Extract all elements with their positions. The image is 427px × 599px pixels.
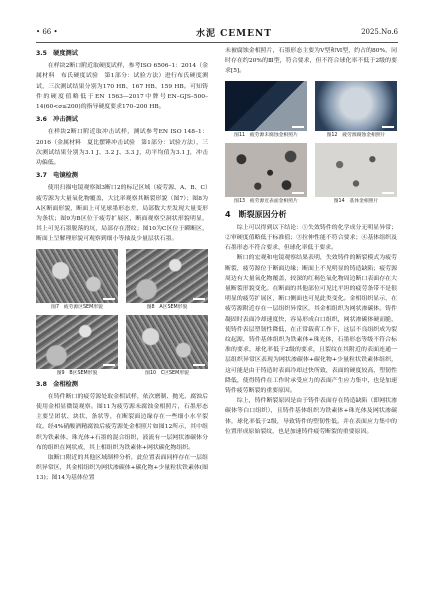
- figure-row-13-14: [225, 143, 397, 205]
- figure-12-caption: 图12 疲劳源腐蚀金相照片: [326, 132, 386, 138]
- sem-b-zone-image: [36, 315, 118, 369]
- figure-10-caption: 图10 C区SEM形貌: [145, 370, 189, 376]
- right-column: [225, 46, 397, 437]
- running-header: [36, 26, 398, 40]
- figure-8: [126, 249, 208, 311]
- sem-fatigue-source-image: [36, 249, 118, 303]
- section-3-7-title: 3.7 电镜检测: [36, 172, 78, 180]
- section-3-5-title: 3.5 硬度测试: [36, 50, 78, 57]
- journal-logo: 水泥 CEMENT: [196, 29, 272, 39]
- issue-number: 2025.No.6: [361, 28, 398, 36]
- figure-12: [315, 81, 397, 139]
- left-column: [36, 46, 208, 484]
- figure-14-caption: 图14 基体金相照片: [333, 198, 379, 204]
- metallograph-matrix-image: [315, 143, 397, 197]
- right-top-text: 未被腐蚀金相照片，石墨形态主要为Ⅴ型和Ⅵ型，约占的80%，同时存在约20%的Ⅲ型，符合要求，但不符合球化率不低于2级的要求[5]。: [225, 48, 397, 75]
- section-3-8-title: 3.8 金相检测: [36, 380, 78, 388]
- header-rule: [36, 42, 398, 43]
- section-3-5-text: 在样块2断口附近取硬度试样，参考ISO 6506–1：2014（金属材料 布氏硬度试验 第1部分：试验方法）进行布氏硬度测试，三次测试结果分别为170 HB、167 HB、159 HB。可知铸件的硬度值略低于EN 1563—2017中牌号EN–GJS–500–14(60<σ≤200)的指导硬度要求170–200 HB。: [36, 63, 208, 111]
- figure-9-caption: 图9 B区SEM形貌: [56, 370, 98, 376]
- figure-9: [36, 315, 118, 377]
- section-3-6-text: 在样块2断口附近取冲击试样，测试参考EN ISO 148–1：2016（金属材料 夏比摆锤冲击试验 第1部分：试验方法），三次测试结果分别为3.1 J、3.2 J、3.3 J，功平均值为3.1 J，冲击功偏低。: [36, 129, 208, 167]
- metallograph-near-surface-image: [225, 143, 307, 197]
- figure-14: [315, 143, 397, 205]
- figure-11: [225, 81, 307, 139]
- figure-7-caption: 图7 疲劳源区SEM形貌: [51, 304, 103, 310]
- figure-11-caption: 图11 疲劳源未腐蚀金相照片: [234, 132, 298, 138]
- figure-13: [225, 143, 307, 205]
- figure-7: [36, 249, 118, 311]
- section-4-paragraph-3: 综上，铸件断裂原因是由于铸件表面存在铸造缺陷（即网状渗碳体等白口组织），且铸件基体组织为铁素体+珠光体及网状渗碳体，球化率低于2级，导致铸件的塑韧性低。并在表面应力集中的位置形成原始裂纹，也是加速铸件疲劳断裂的重要原因。: [225, 398, 397, 435]
- metallograph-unetched-image: [225, 81, 307, 131]
- section-3-6-title: 3.6 冲击测试: [36, 116, 78, 124]
- figure-8-caption: 图8 A区SEM形貌: [146, 304, 188, 310]
- section-3-8-text-2: 取断口附近的其他区域制样分析，此位置表面同样存在一层组织异常区，其金相组织为网状渗碳体+碳化物+少量粒状铁素体(图13)；图14为基体位置: [36, 455, 208, 482]
- figure-13-caption: 图13 疲劳源近表面金相照片: [234, 198, 298, 204]
- section-3-7-text: 使用扫描电镜观察图3断口2的标记区域（疲劳源、A、B、C）疲劳源为大量氧化物覆盖，大比率观察其断裂形貌（图7）；图8为A区断面形貌，断面上可见球墨形态差，局部数大差发现大量变形为条状；图9为B区位于疲劳扩展区，断面观察空洞状形貌明显，其上可见石墨脱落的坑，局部存在潜纹；图10为C区位于瞬断区，断面上呈解理形貌可观察到细小等轴及少量层状石墨。: [36, 185, 208, 243]
- section-4-title: 4 断裂原因分析: [225, 209, 287, 219]
- section-4-paragraph-1: 综上可以得到以下结论：①失效铸件的化学成分无明显异常；②审硬度值略低于标准值；③拉伸性能不符合要求；④基体组织及石墨形态不符合要求，但球化率低于要求。: [225, 224, 397, 252]
- figure-row-9-10: [36, 315, 208, 377]
- figure-row-11-12: [225, 81, 397, 139]
- sem-a-zone-image: [126, 249, 208, 303]
- figure-row-7-8: [36, 249, 208, 311]
- figure-10: [126, 315, 208, 377]
- section-4-paragraph-2: 断口的宏观和电镜观察结果表明，失效铸件的断裂模式为疲劳断裂，疲劳源位于断面边缘；断面上不见明显的铸造缺陷；疲劳源周边有大量氧化物覆盖，较深的红褐色氧化物周边断口表面存在大量断裂形貌变化。在断面的其他部位可见比平坦的疲劳条带不是很明显的疲劳扩展区，断口侧面也可见此类变化。金相组织显示，在疲劳源附近存在一层组织异常区，其金相组织为网状渗碳体。铸件凝固时表面冷却速度快，容易形成白口组织，网状渗碳体硬而脆，使铸件表层塑韧性降低，在正常载荷工作下，这层不良组织成为裂纹起源，铸件基体组织为铁素体+珠光体，石墨形态等级不符合标准的要求，球化率低于2级的要求，且裂纹在其附近的表面连通一层组织异常区表现为网状渗碳体+碳化物+少量粒状铁素体组织，这可能是由于铸造时表面冷却过快所致，表面的硬度较高，塑韧性降低，使得铸件在工作时承受应力的表面产生应力集中，也是加速铸件疲劳断裂的重要原因。: [225, 255, 397, 395]
- page-number: • 66 •: [36, 28, 58, 36]
- sem-c-zone-image: [126, 315, 208, 369]
- metallograph-etched-image: [315, 81, 397, 131]
- section-3-8-text: 在铸件断口的疲劳源处取金相试样，依次磨制、抛光、腐蚀后使用金相显微镜观察。图11为疲劳源未腐蚀金相照片，石墨形态主要呈团状、块状、条状等，在断裂面边缘存在一些细小水平裂纹。经4%硝酸酒精腐蚀后疲劳源处金相照片如图12所示，其中组织为铁素体、珠光体+石墨的混合组织，液流有一层网状渗碳体分布的组织在网状成，其上相组织为铁素体+网状碳化物组织。: [36, 393, 208, 451]
